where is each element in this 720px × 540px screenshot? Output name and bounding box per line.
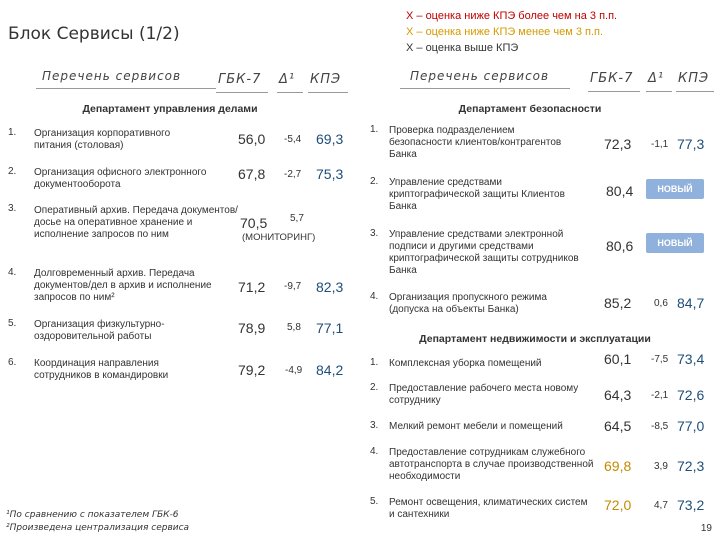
left-kpe-header: КПЭ [310, 72, 342, 87]
footnote-1: ¹По сравнению с показателем ГБК-6 [6, 510, 179, 520]
row-number: 3. [370, 228, 379, 239]
row-gbk: 72,3 [604, 136, 632, 152]
right-delta-underline [646, 91, 672, 92]
row-gbk: 70,5 [240, 215, 268, 231]
legend-red: X – оценка ниже КПЭ более чем на 3 п.п. [406, 10, 618, 22]
right-list-underline [400, 88, 570, 89]
row-number: 4. [370, 291, 379, 302]
row-kpe: 72,3 [677, 458, 705, 474]
row-gbk: 69,8 [604, 458, 632, 474]
row-delta: -5,4 [284, 134, 302, 145]
left-gbk-underline [216, 92, 268, 93]
row-text: Организация пропускного режима (допуска на объекты Банка) [389, 292, 547, 315]
monitoring-note: (МОНИТОРИНГ) [242, 232, 316, 243]
row-number: 6. [8, 357, 17, 368]
row-kpe: 82,3 [316, 279, 344, 295]
right-dept1-title: Департамент безопасности [458, 103, 602, 115]
row-delta: 0,6 [654, 298, 668, 309]
row-text: Организация физкультурно-оздоровительной работы [34, 319, 165, 342]
footnote-2: ²Произведена централизация сервиса [6, 523, 190, 533]
row-text: Комплексная уборка помещений [389, 358, 542, 369]
row-text: Управление средствами электронной подписи и другими средствами криптографической защиты сотрудников Банка [389, 229, 579, 276]
page-number: 19 [700, 523, 712, 534]
row-gbk: 56,0 [238, 131, 266, 147]
row-number: 4. [8, 267, 17, 278]
row-number: 3. [8, 203, 17, 214]
new-badge: НОВЫЙ [646, 233, 704, 253]
row-kpe: 77,0 [677, 418, 705, 434]
row-number: 2. [8, 166, 17, 177]
row-delta: -2,7 [284, 169, 302, 180]
row-delta: 4,7 [654, 500, 668, 511]
new-badge: НОВЫЙ [646, 179, 704, 199]
legend-orange: X – оценка ниже КПЭ менее чем 3 п.п. [406, 26, 604, 38]
row-kpe: 69,3 [316, 131, 344, 147]
left-delta-underline [277, 92, 303, 93]
row-gbk: 72,0 [604, 497, 632, 513]
row-delta: -4,9 [285, 365, 303, 376]
row-text: Проверка подразделением безопасности клиентов/контрагентов Банка [389, 125, 562, 160]
row-number: 2. [370, 382, 379, 393]
row-kpe: 84,7 [677, 295, 705, 311]
row-number: 1. [370, 124, 379, 135]
row-number: 1. [370, 357, 379, 368]
row-kpe: 77,3 [677, 136, 705, 152]
row-kpe: 73,2 [677, 497, 705, 513]
row-number: 1. [8, 127, 17, 138]
row-delta: -9,7 [284, 281, 302, 292]
row-number: 2. [370, 176, 379, 187]
row-kpe: 77,1 [316, 320, 344, 336]
row-text: Организация корпоративного питания (столовая) [34, 128, 171, 151]
row-gbk: 79,2 [238, 362, 266, 378]
row-gbk: 80,6 [606, 238, 634, 254]
row-kpe: 72,6 [677, 387, 705, 403]
row-delta: 5,8 [287, 322, 301, 333]
row-gbk: 64,5 [604, 418, 632, 434]
right-kpe-underline [676, 91, 714, 92]
row-gbk: 85,2 [604, 295, 632, 311]
row-gbk: 71,2 [238, 279, 266, 295]
right-dept2-title: Департамент недвижимости и эксплуатации [419, 333, 651, 345]
left-list-underline [36, 88, 216, 89]
row-text: Предоставление рабочего места новому сотруднику [389, 383, 579, 406]
row-text: Управление средствами криптографической защиты Клиентов Банка [389, 177, 565, 212]
row-delta: -8,5 [651, 421, 669, 432]
row-number: 5. [370, 496, 379, 507]
left-list-header: Перечень сервисов [42, 69, 182, 83]
row-text: Предоставление сотрудникам служебного автотранспорта в случае производственной необходимости [389, 447, 594, 482]
row-text: Организация офисного электронного документооборота [34, 167, 207, 190]
page-title: Блок Сервисы (1/2) [8, 24, 180, 44]
row-kpe: 75,3 [316, 166, 344, 182]
row-kpe: 73,4 [677, 351, 705, 367]
row-text: Долговременный архив. Передача документов/дел в архив и исполнение запросов по ним² [34, 268, 212, 303]
row-delta: -2,1 [651, 390, 669, 401]
right-delta-header: Δ¹ [648, 71, 665, 86]
row-number: 5. [8, 318, 17, 329]
row-gbk: 60,1 [604, 351, 632, 367]
row-delta: 5,7 [290, 213, 304, 224]
left-gbk-header: ГБК-7 [218, 72, 262, 87]
row-delta: 3,9 [654, 461, 668, 472]
row-gbk: 64,3 [604, 387, 632, 403]
row-number: 4. [370, 446, 379, 457]
legend-dark: X – оценка выше КПЭ [406, 42, 519, 54]
row-text: Мелкий ремонт мебели и помещений [389, 421, 563, 432]
right-gbk-underline [588, 91, 640, 92]
row-text: Ремонт освещения, климатических систем и сантехники [389, 497, 588, 520]
right-kpe-header: КПЭ [678, 71, 710, 86]
row-kpe: 84,2 [316, 362, 344, 378]
row-gbk: 67,8 [238, 166, 266, 182]
left-kpe-underline [308, 92, 348, 93]
row-number: 3. [370, 420, 379, 431]
left-dept-title: Департамент управления делами [82, 103, 258, 115]
left-delta-header: Δ¹ [279, 72, 296, 87]
row-gbk: 80,4 [606, 183, 634, 199]
row-delta: -7,5 [651, 354, 669, 365]
row-text: Оперативный архив. Передача документов/досье на оперативное хранение и исполнение запросов по ним [34, 205, 238, 240]
right-gbk-header: ГБК-7 [590, 71, 634, 86]
row-text: Координация направления сотрудников в командировки [34, 358, 169, 381]
row-gbk: 78,9 [238, 320, 266, 336]
row-delta: -1,1 [651, 139, 669, 150]
right-list-header: Перечень сервисов [410, 69, 550, 83]
